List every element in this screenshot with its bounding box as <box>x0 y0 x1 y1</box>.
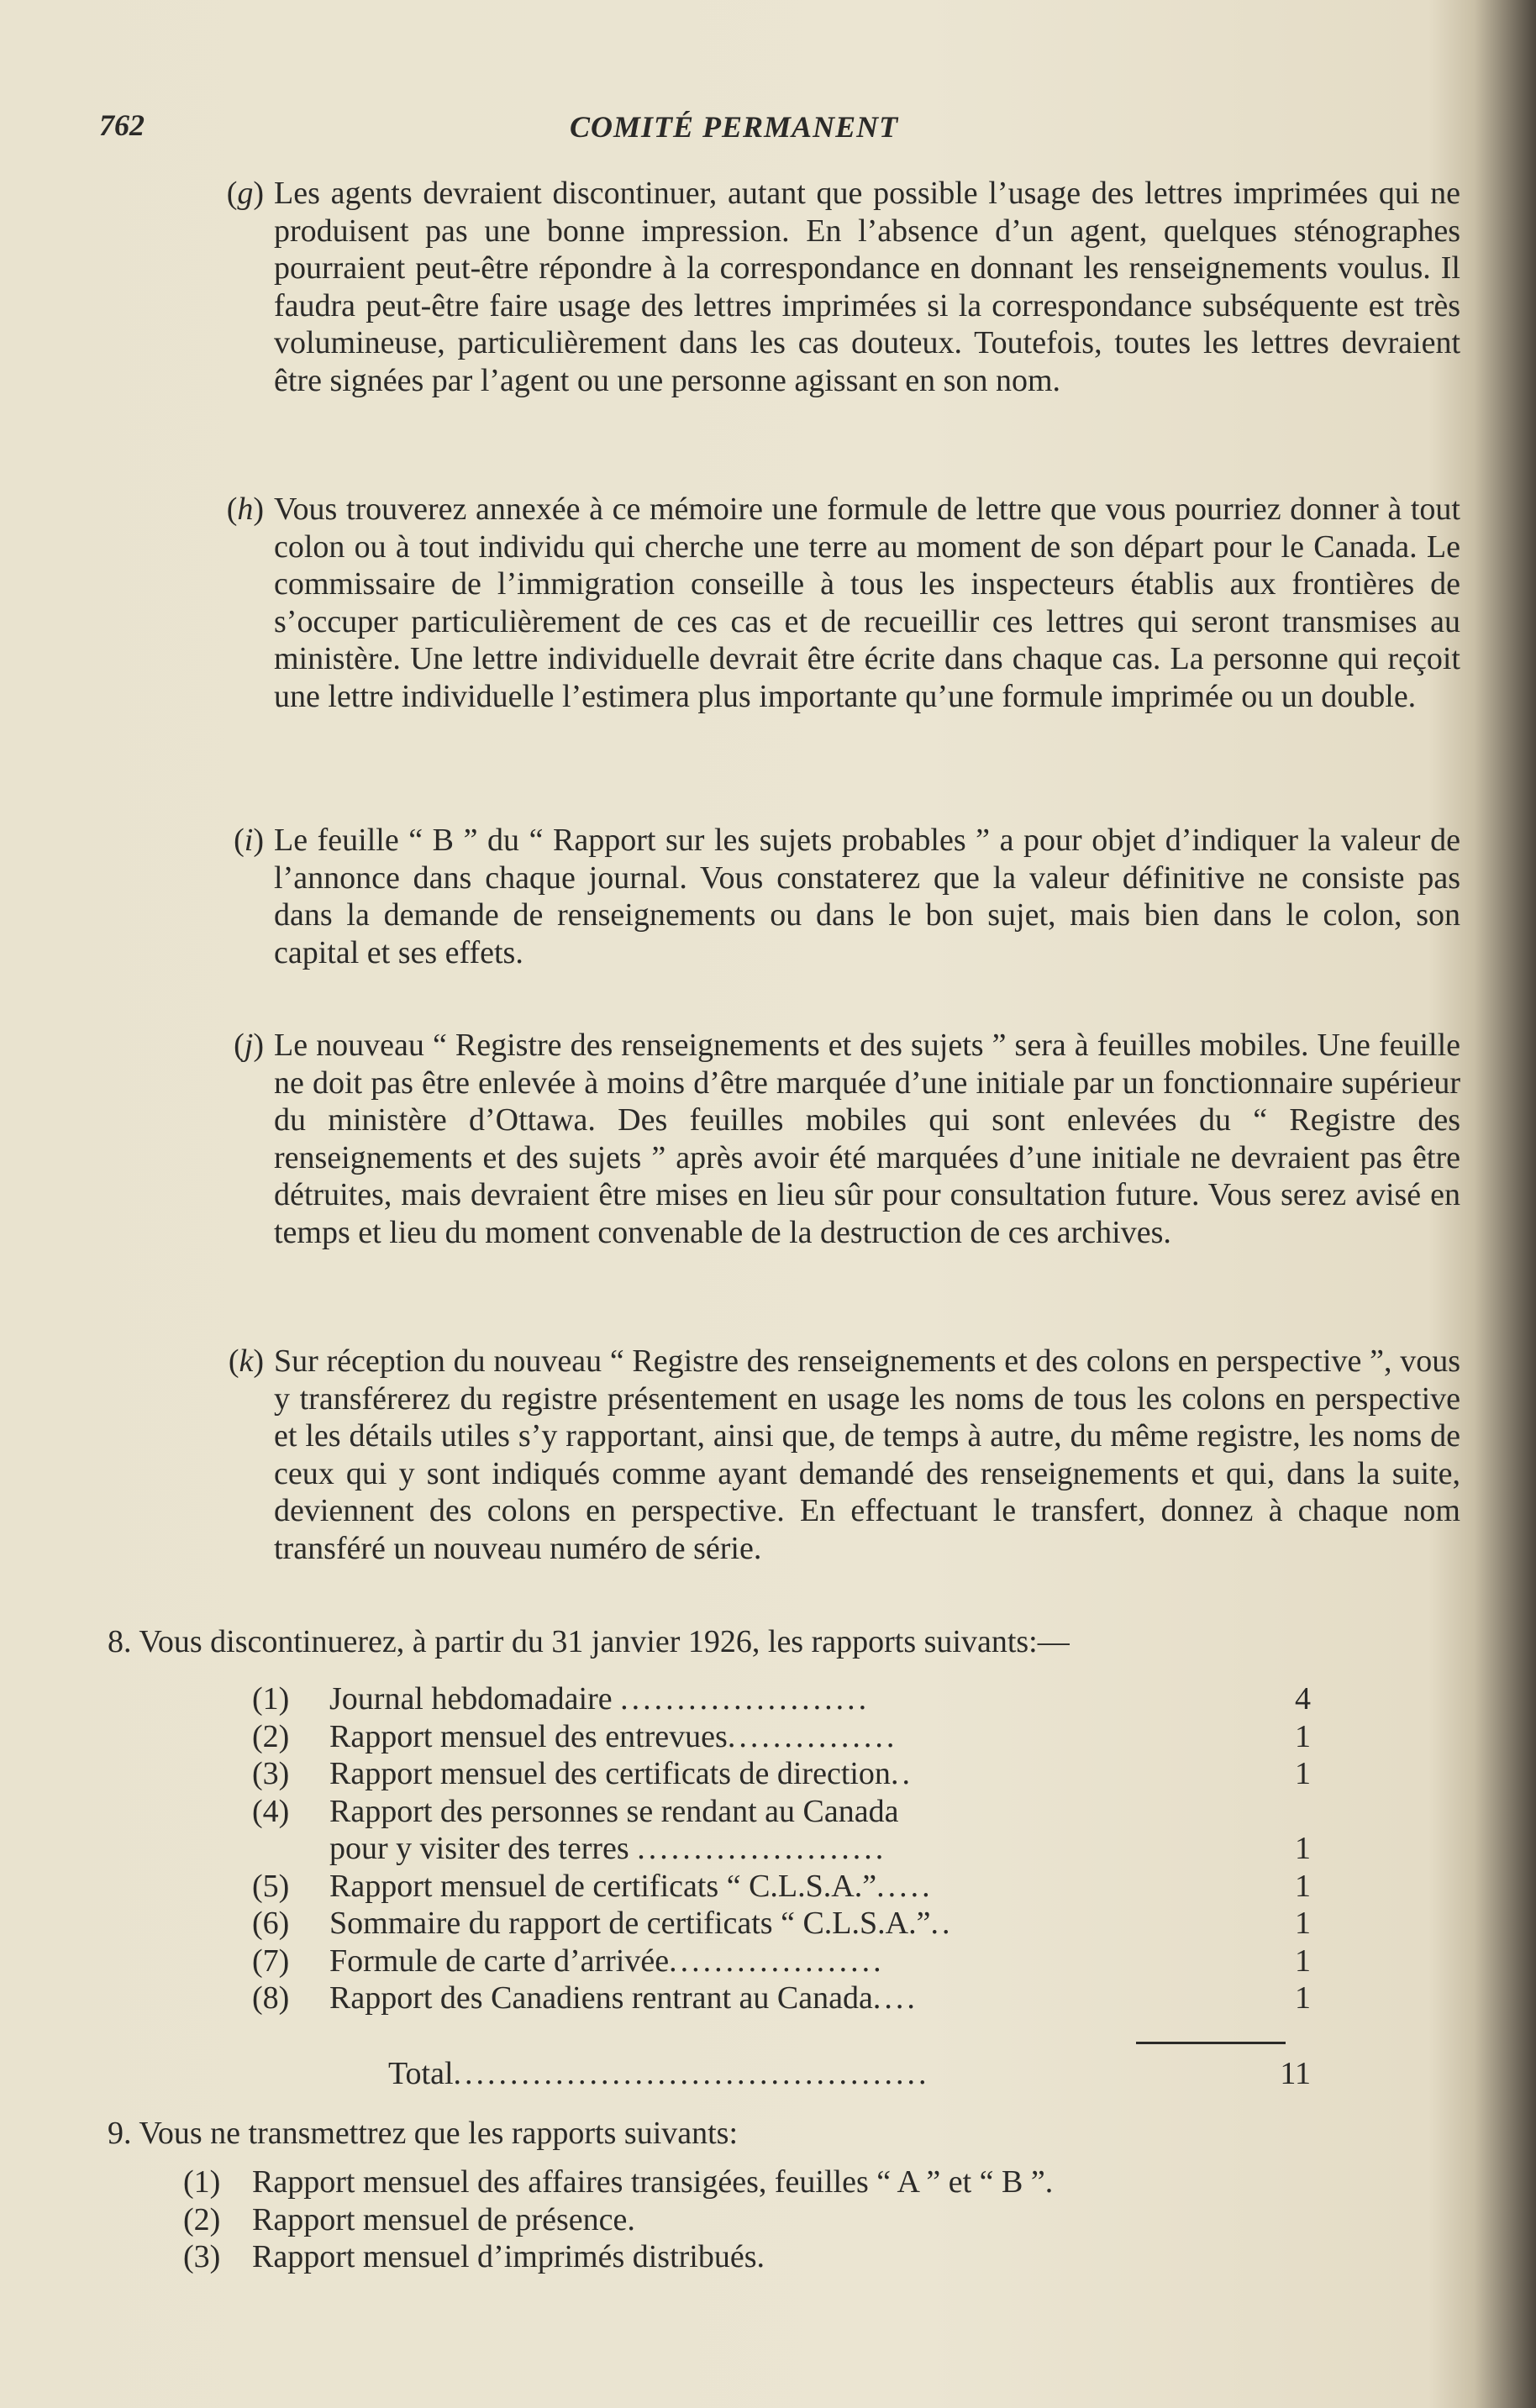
paragraph-label: (j) <box>234 1028 264 1063</box>
paragraph-i <box>234 822 1460 971</box>
paragraph-text: Les agents devraient discontinuer, autant que possible l’usage des lettres imprimées qui ne produisent pas une bonne impression. En l’absence d’un agent, quelques sténographes pourraient peut-être répondre à la correspondance en donnant les renseignements voulus. Il faudra peut-être faire usage des lettres imprimées si la correspondance subséquente est très volumineuse, particulièrement dans les cas douteux. Toutefois, toutes les lettres devraient être signées par l’agent ou une personne agissant en son nom. <box>274 176 1460 398</box>
paragraph-label: (g) <box>226 176 264 211</box>
leader-dots: ...................... <box>620 1681 871 1717</box>
transmitted-reports-list <box>183 2164 1360 2276</box>
item-count: 4 <box>1295 1681 1311 1717</box>
list-item <box>252 1980 1311 2017</box>
leader-dots: .. <box>930 1906 954 1941</box>
paragraph-label: (h) <box>226 492 264 527</box>
item-number: (6) <box>252 1906 290 1941</box>
paragraph-text: Vous trouverez annexée à ce mémoire une formule de lettre que vous pourriez donner à tout colon ou à tout individu qui cherche une terre au moment de son départ pour le Canada. Le commissaire de l’immigration conseille à tous les inspecteurs établis aux frontières de s’occuper particulièrement de ces cas et de recueillir ces lettres qui seront transmises au ministère. Une lettre individuelle devrait être écrite dans chaque cas. La personne qui reçoit une lettre individuelle l’estimera plus importante qu’une formule imprimée ou un double. <box>274 492 1460 714</box>
item-number: (3) <box>183 2239 221 2274</box>
list-item <box>252 1755 1311 1793</box>
item-number: (1) <box>252 1681 290 1717</box>
item-count: 1 <box>1295 1868 1311 1904</box>
list-item <box>252 1868 1311 1906</box>
list-item <box>183 2164 1360 2201</box>
item-label: Rapport mensuel des certificats de direction <box>329 1756 891 1791</box>
list-item <box>183 2201 1360 2239</box>
leader-dots: ..... <box>876 1868 934 1904</box>
item-number: (3) <box>252 1756 290 1791</box>
item-count: 1 <box>1295 1980 1311 2016</box>
list-item <box>252 1905 1311 1943</box>
item-number: (4) <box>252 1793 290 1829</box>
list-item <box>183 2238 1360 2276</box>
paragraph-label: (i) <box>234 823 264 858</box>
leader-dots: ............... <box>727 1718 898 1754</box>
item-count: 1 <box>1295 1718 1311 1754</box>
item-label: Rapport mensuel de présence. <box>252 2201 635 2237</box>
total-rule <box>1136 2042 1286 2044</box>
total-label: Total <box>388 2056 454 2091</box>
item-number: (2) <box>183 2201 221 2237</box>
running-head: COMITÉ PERMANENT <box>570 110 899 144</box>
item-label: Rapport mensuel des affaires transigées, feuilles “ A ” et “ B ”. <box>252 2164 1054 2200</box>
item-count: 1 <box>1295 1906 1311 1941</box>
leader-dots: .... <box>872 1980 918 2016</box>
paragraph-text: Sur réception du nouveau “ Registre des renseignements et des colons en perspective ”, vous y transférerez du registre présentement en usage les noms de tous les colons en perspective et les détails utiles s’y rapportant, ainsi que, de temps à autre, du même registre, les noms de ceux qui y sont indiqués comme ayant demandé des renseignements et qui, dans la suite, deviennent des colons en perspective. En effectuant le transfert, donnez à chaque nom transféré un nouveau numéro de série. <box>274 1343 1460 1566</box>
item-number: (7) <box>252 1943 290 1979</box>
item-label: Rapport des personnes se rendant au Canada <box>329 1793 899 1829</box>
item-label: Rapport des Canadiens rentrant au Canada <box>329 1980 873 2016</box>
leader-dots: ................... <box>669 1943 885 1979</box>
item-count: 1 <box>1295 1831 1311 1866</box>
paragraph-j <box>234 1027 1460 1251</box>
paragraph-text: Le feuille “ B ” du “ Rapport sur les sujets probables ” a pour objet d’indiquer la valeur de l’annonce dans chaque journal. Vous constaterez que la valeur définitive ne consiste pas dans la demande de renseignements ou dans le bon sujet, mais bien dans le colon, son capital et ses effets. <box>274 823 1460 970</box>
item-label: Sommaire du rapport de certificats “ C.L.S.A.” <box>329 1906 931 1941</box>
list-item <box>252 1793 1311 1868</box>
item-number: (1) <box>183 2164 221 2200</box>
item-label-continued: pour y visiter des terres <box>329 1831 629 1866</box>
discontinued-reports-list <box>252 1680 1311 2017</box>
leader-dots: .. <box>890 1756 913 1791</box>
leader-dots: .......................................... <box>453 2056 930 2091</box>
item-number: (5) <box>252 1868 290 1904</box>
list-item <box>252 1943 1311 1980</box>
item-label: Rapport mensuel d’imprimés distribués. <box>252 2239 765 2274</box>
item-label: Journal hebdomadaire <box>329 1681 613 1717</box>
item-number: (2) <box>252 1718 290 1754</box>
list-item <box>252 1718 1311 1756</box>
page-number: 762 <box>99 108 145 142</box>
item-count: 1 <box>1295 1943 1311 1979</box>
section-9-intro: 9. Vous ne transmettrez que les rapports suivants: <box>108 2116 739 2151</box>
total-value: 11 <box>1280 2056 1311 2091</box>
item-label: Rapport mensuel de certificats “ C.L.S.A.” <box>329 1868 877 1904</box>
total-row <box>388 2055 1311 2092</box>
list-item <box>252 1680 1311 1718</box>
paragraph-h <box>226 491 1460 715</box>
paragraph-text: Le nouveau “ Registre des renseignements et des sujets ” sera à feuilles mobiles. Une feuille ne doit pas être enlevée à moins d’être marquée d’une initiale par un fonctionnaire supérieur du ministère d’Ottawa. Des feuilles mobiles qui sont enlevées du “ Registre des renseignements et des sujets ” après avoir été marquées d’une initiale ne devraient pas être détruites, mais devraient être mises en lieu sûr pour consultation future. Vous serez avisé en temps et lieu du moment convenable de la destruction de ces archives. <box>274 1028 1460 1250</box>
item-count: 1 <box>1295 1756 1311 1791</box>
item-label: Rapport mensuel des entrevues <box>329 1718 728 1754</box>
leader-dots: ...................... <box>637 1831 887 1866</box>
item-label: Formule de carte d’arrivée <box>329 1943 670 1979</box>
paragraph-k <box>228 1343 1460 1567</box>
paragraph-label: (k) <box>228 1343 264 1379</box>
paragraph-g <box>226 175 1460 399</box>
section-8-intro: 8. Vous discontinuerez, à partir du 31 janvier 1926, les rapports suivants:— <box>108 1624 1070 1659</box>
page-header <box>99 99 1460 150</box>
item-number: (8) <box>252 1980 290 2016</box>
